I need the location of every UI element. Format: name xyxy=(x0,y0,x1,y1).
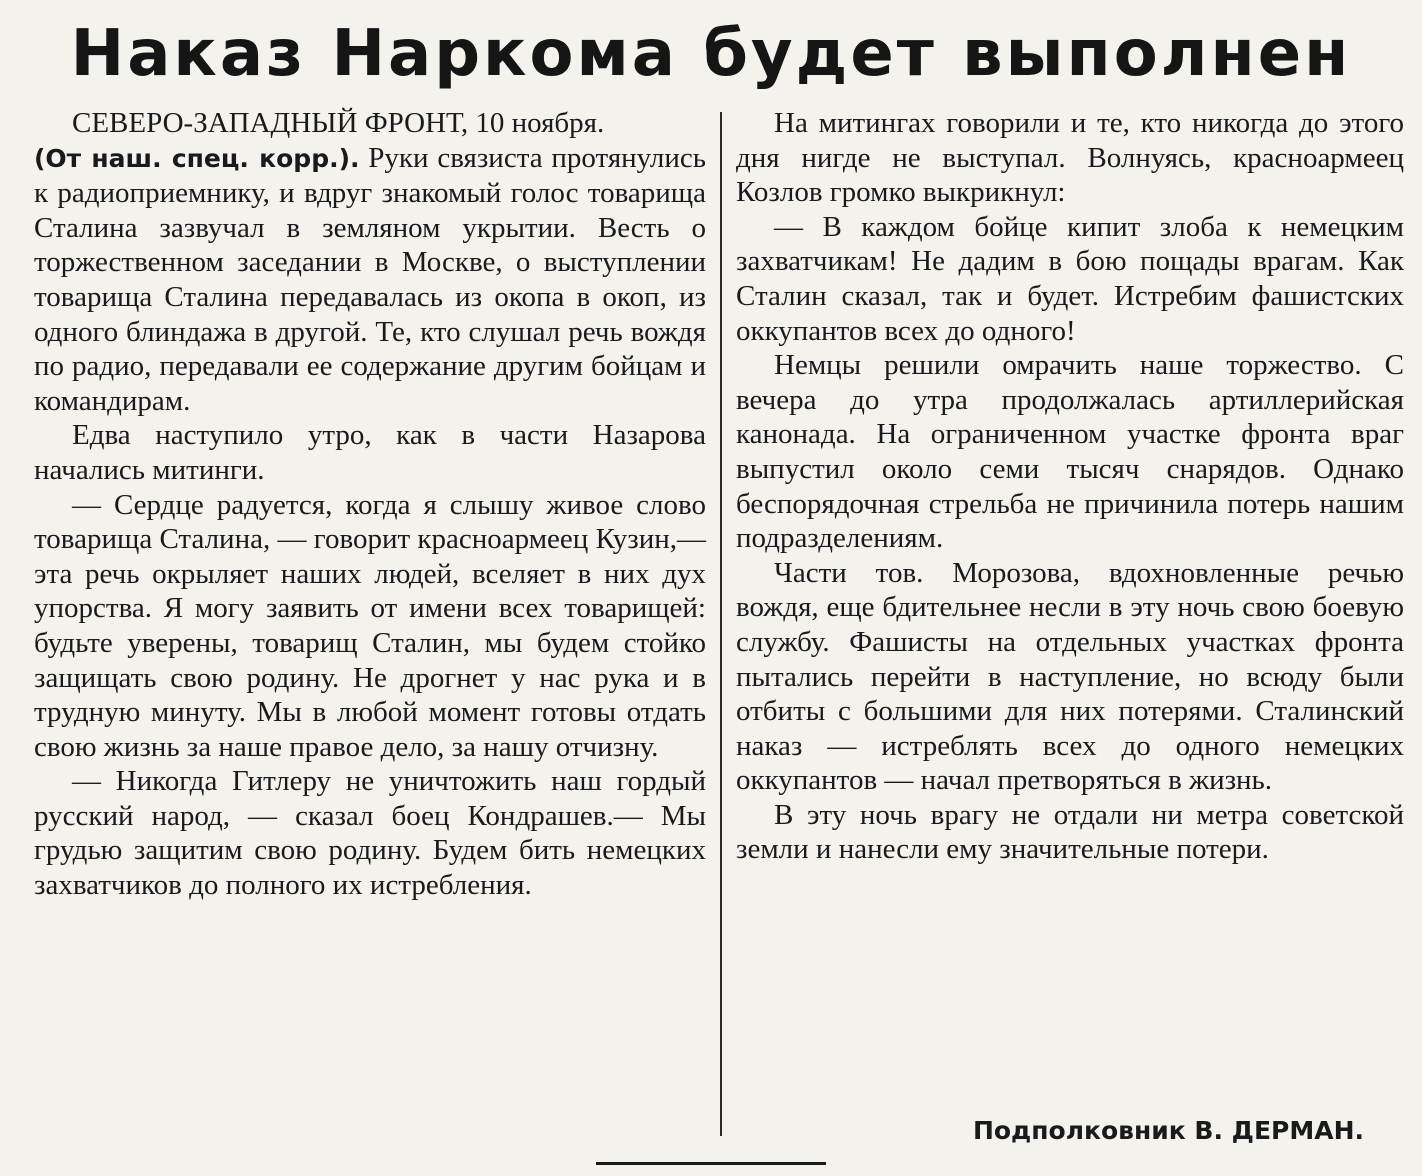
paragraph-5: На митингах говорили и те, кто никогда до этого дня нигде не выступал. Волнуясь, красноармеец Козлов громко выкрикнул: xyxy=(736,107,1404,209)
paragraph-2: Едва наступило утро, как в части Назарова начались митинги. xyxy=(34,419,706,486)
article-headline: Наказ Наркома будет выполнен xyxy=(70,17,1352,91)
paragraph-1-text: Руки связиста протянулись к радиоприемнику, и вдруг знакомый голос товарища Сталина зазвучал в земляном укрытии. Весть о торжественном заседании в Москве, о выступлении товарища Сталина передавалась из окопа в окоп, из одного блиндажа в другой. Те, кто слушал речь вождя по радио, передавали ее содержание другим бойцам и командирам. xyxy=(34,141,706,417)
paragraph-9: В эту ночь врагу не отдали ни метра советской земли и нанесли ему значительные потери. xyxy=(736,798,1404,866)
paragraph-1 xyxy=(34,106,706,418)
paragraph-6: — В каждом бойце кипит злоба к немецким захватчикам! Не дадим в бою пощады врагам. Как Сталин сказал, так и будет. Истребим фашистских оккупантов всех до одного! xyxy=(736,210,1404,347)
author-signature: Подполковник В. ДЕРМАН. xyxy=(972,1116,1364,1145)
article-column-right xyxy=(736,106,1404,867)
paragraph-7: Немцы решили омрачить наше торжество. С вечера до утра продолжалась артиллерийская канонада. На ограниченном участке фронта враг выпустил около семи тысяч снарядов. Однако беспорядочная стрельба не причинила потерь нашим подразделениям. xyxy=(736,349,1404,555)
paragraph-3: — Сердце радуется, когда я слышу живое слово товарища Сталина, — говорит красноармеец Кузин,—эта речь окрыляет наших людей, вселяет в них дух упорства. Я могу заявить от имени всех товарищей: будьте уверены, товарищ Сталин, мы будем стойко защищать свою родину. Не дрогнет у нас рука и в трудную минуту. Мы в любой момент готовы отдать свою жизнь за наше правое дело, за нашу отчизну. xyxy=(34,488,706,763)
bottom-rule xyxy=(596,1162,826,1165)
source-note: (От наш. спец. корр.). xyxy=(34,143,360,173)
dateline: СЕВЕРО-ЗАПАДНЫЙ ФРОНТ, 10 ноября. xyxy=(72,107,605,139)
paragraph-4: — Никогда Гитлеру не уничтожить наш гордый русский народ, — сказал боец Кондрашев.— Мы грудью защитим свою родину. Будем бить немецких захватчиков до полного их истребления. xyxy=(34,765,706,902)
article-column-left xyxy=(34,106,706,903)
column-divider xyxy=(720,112,722,1136)
paragraph-8: Части тов. Морозова, вдохновленные речью вождя, еще бдительнее несли в эту ночь свою боевую службу. Фашисты на отдельных участках фронта пытались перейти в наступление, но всюду были отбиты с большими для них потерями. Сталинский наказ — истреблять всех до одного немецких оккупантов — начал претворяться в жизнь. xyxy=(736,556,1404,797)
